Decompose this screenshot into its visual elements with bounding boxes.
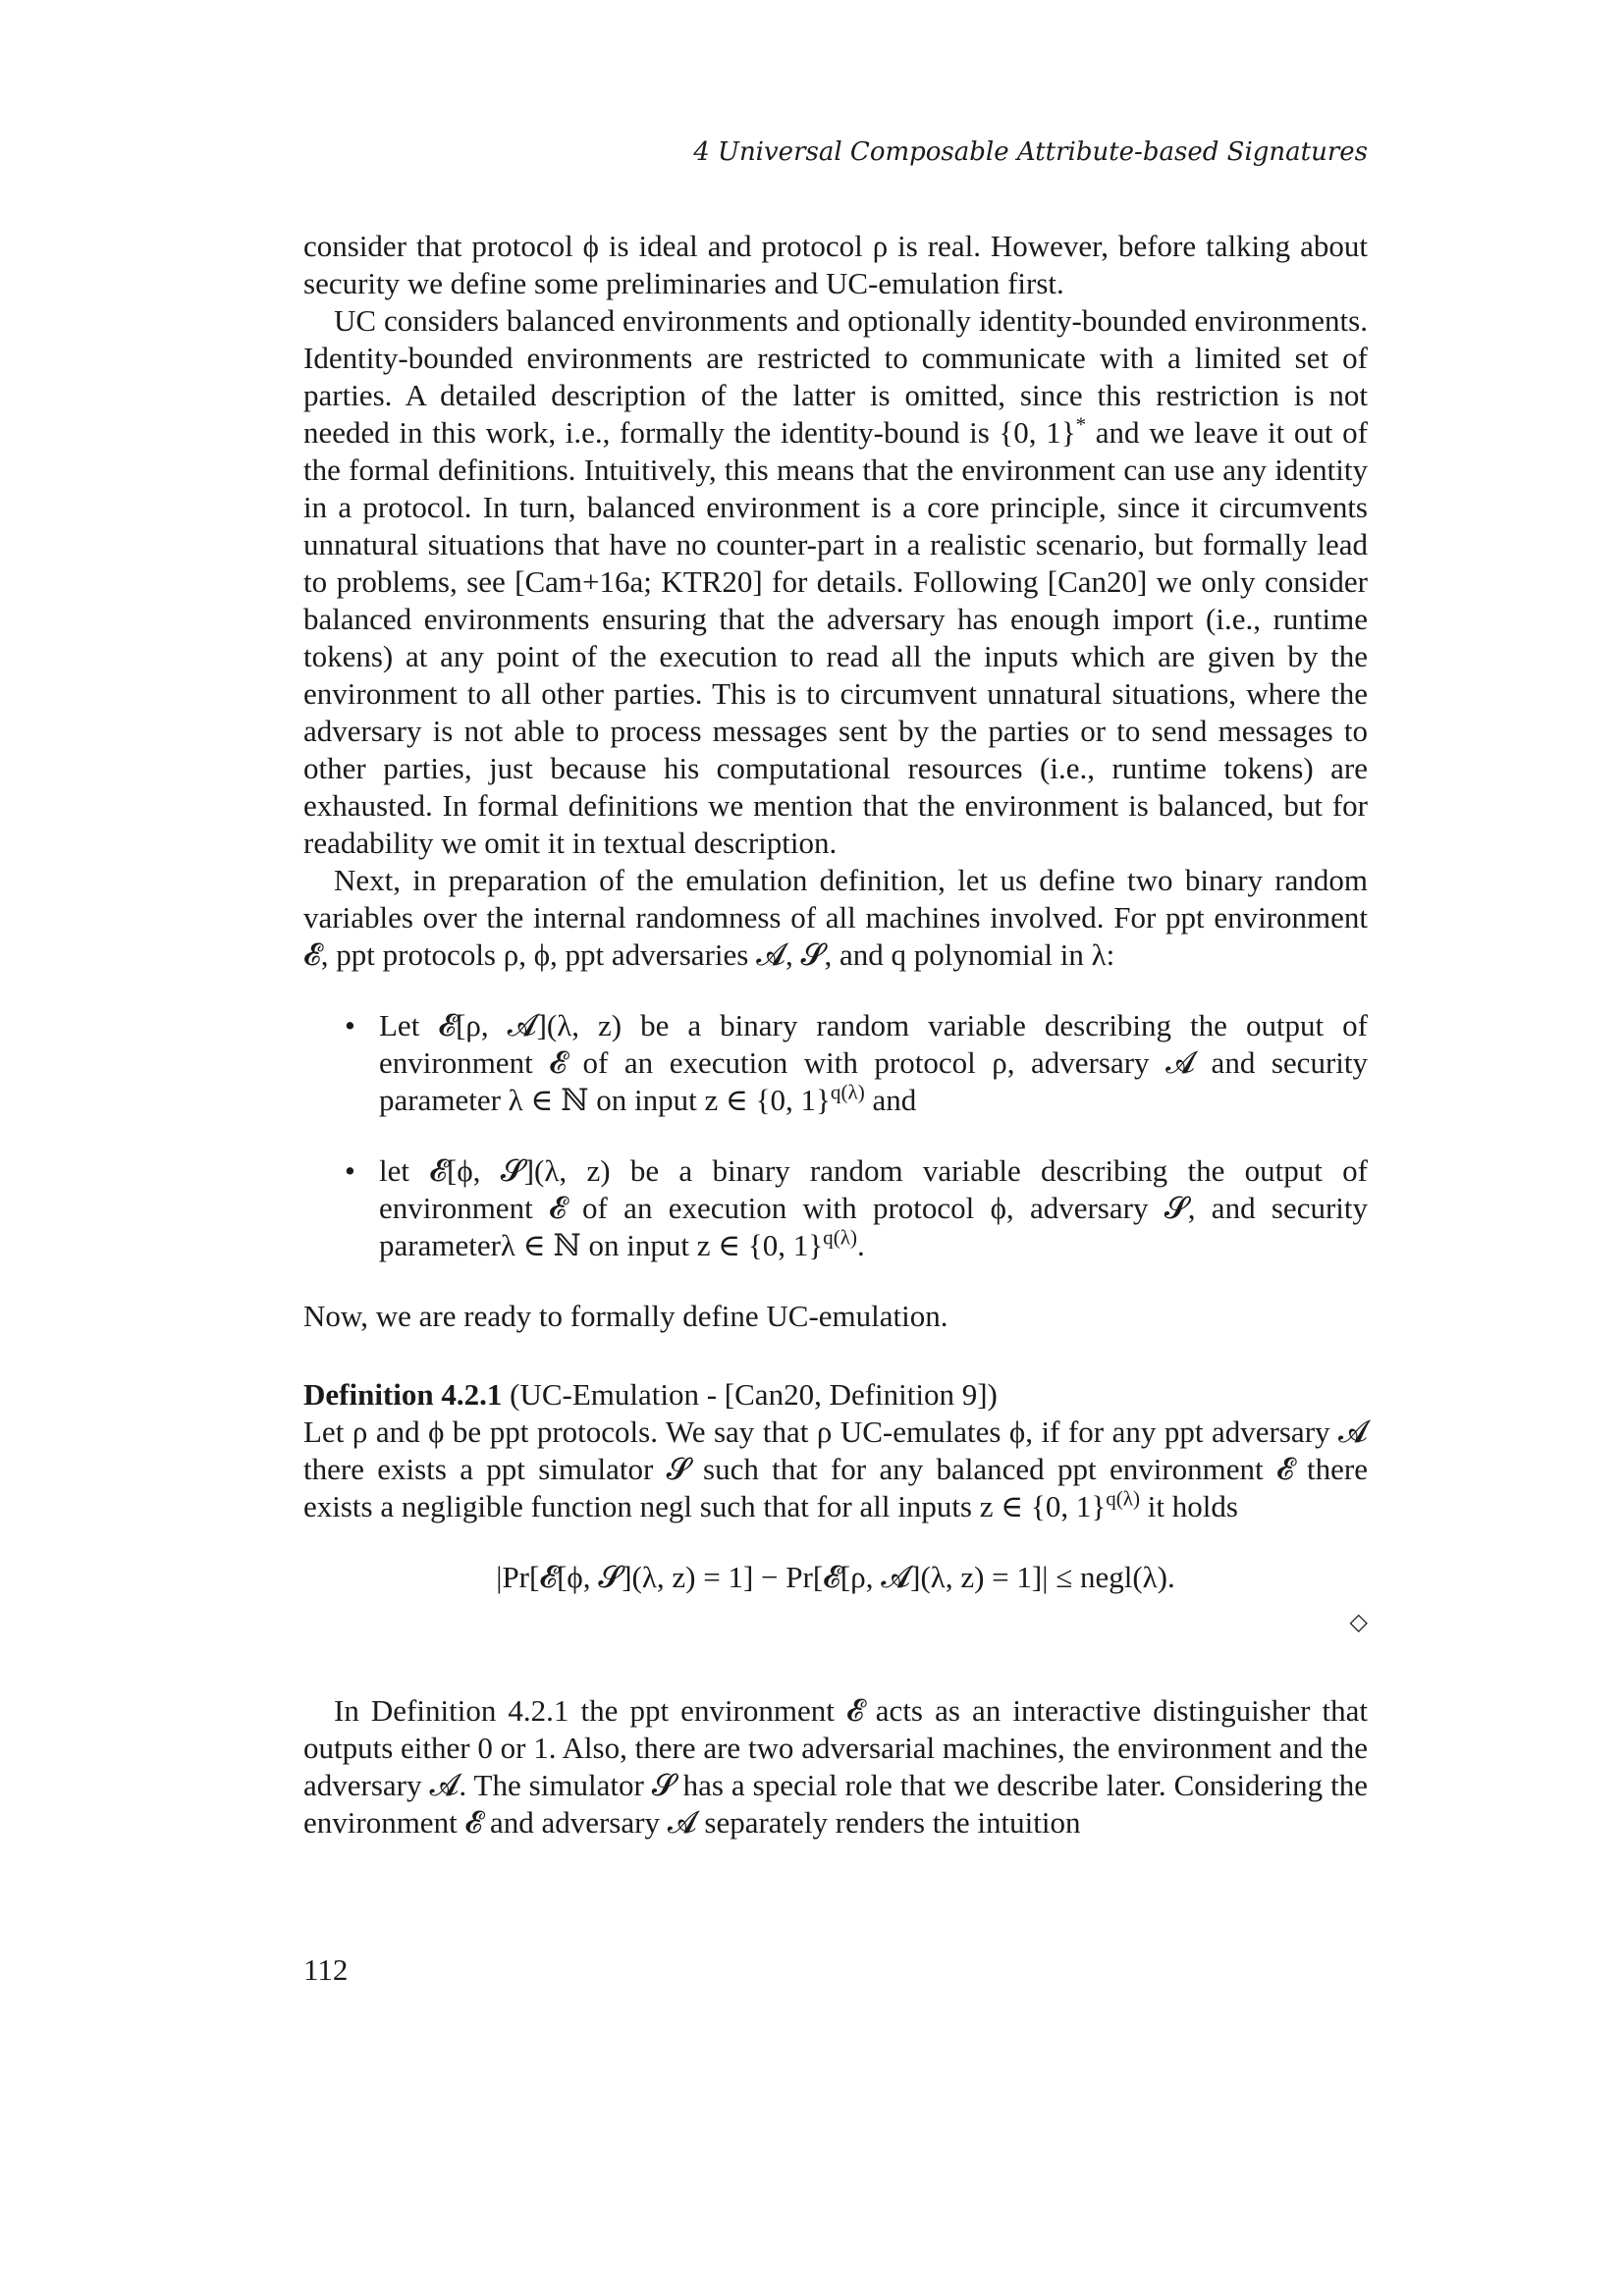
definition-label: Definition 4.2.1 <box>303 1377 503 1412</box>
definition-superscript: q(λ) <box>1106 1486 1141 1511</box>
bullet-1-tail: and <box>864 1083 917 1117</box>
definition-title: (UC-Emulation - [Can20, Definition 9]) <box>502 1377 998 1412</box>
bullet-2-text: let 𝓔[ϕ, 𝓢](λ, z) be a binary random variable describing the output of environment 𝓔 of an execution with protocol ϕ, adversary 𝓢, and security parameterλ ∈ ℕ on input z ∈ {0, 1} <box>379 1153 1368 1262</box>
running-head: 4 Universal Composable Attribute-based Signatures <box>693 137 1368 167</box>
bullet-1-text: Let 𝓔[ρ, 𝓐](λ, z) be a binary random variable describing the output of environment 𝓔 of an execution with protocol ρ, adversary 𝓐 and security parameter λ ∈ ℕ on input z ∈ {0, 1} <box>379 1008 1368 1117</box>
bullet-2-superscript: q(λ) <box>823 1225 857 1250</box>
bullet-2-tail: . <box>856 1228 865 1262</box>
definition-body-tail: it holds <box>1140 1489 1238 1523</box>
definition-body <box>303 1414 1368 1525</box>
display-equation: |Pr[𝓔[ϕ, 𝓢](λ, z) = 1] − Pr[𝓔[ρ, 𝓐](λ, z) = 1]| ≤ negl(λ). <box>496 1560 1175 1594</box>
kleene-star: * <box>1075 412 1087 437</box>
bullet-1-superscript: q(λ) <box>830 1080 865 1104</box>
paragraph-2-part-a: UC considers balanced environments and optionally identity-bounded environments. Identity-bounded environments are restricted to communicate with a limited set of parties. A detailed description of the latter is omitted, since this restriction is not needed in this work, i.e., formally the identity-bound is {0, 1} <box>303 303 1368 450</box>
definition-body-text: Let ρ and ϕ be ppt protocols. We say that ρ UC-emulates ϕ, if for any ppt adversary 𝓐 there exists a ppt simulator 𝓢 such that for any balanced ppt environment 𝓔 there exists a negligible function negl such that for all inputs z ∈ {0, 1} <box>303 1415 1368 1523</box>
page-number: 112 <box>303 1952 349 1987</box>
paragraph-1: consider that protocol ϕ is ideal and protocol ρ is real. However, before talking about security we define some preliminaries and UC-emulation first. <box>303 229 1368 300</box>
paragraph-5: In Definition 4.2.1 the ppt environment 𝓔 acts as an interactive distinguisher that outputs either 0 or 1. Also, there are two adversarial machines, the environment and the adversary 𝓐. The simulator 𝓢 has a special role that we describe later. Considering the environment 𝓔 and adversary 𝓐 separately renders the intuition <box>303 1693 1368 1840</box>
definition-block <box>303 1376 1368 1641</box>
bullet-dot-icon: • <box>345 1008 355 1042</box>
paragraph-2 <box>303 302 1368 862</box>
bullet-list <box>303 1007 1368 1264</box>
paragraph-4: Now, we are ready to formally define UC-emulation. <box>303 1299 948 1333</box>
page <box>303 0 1368 2296</box>
paragraph-3: Next, in preparation of the emulation definition, let us define two binary random variables over the internal randomness of all machines involved. For ppt environment 𝓔, ppt protocols ρ, ϕ, ppt adversaries 𝓐, 𝓢, and q polynomial in λ: <box>303 863 1368 972</box>
bullet-dot-icon: • <box>345 1153 355 1188</box>
body-text <box>303 228 1368 1842</box>
bullet-item-2 <box>303 1152 1368 1264</box>
definition-end-diamond-icon: ◇ <box>1349 1610 1368 1635</box>
definition-heading <box>303 1376 1368 1414</box>
bullet-item-1 <box>303 1007 1368 1119</box>
paragraph-2-part-b: and we leave it out of the formal definitions. Intuitively, this means that the environment can use any identity in a protocol. In turn, balanced environment is a core principle, since it circumvents unnatural situations that have no counter-part in a realistic scenario, but formally lead to problems, see [Cam+16a; KTR20] for details. Following [Can20] we only consider balanced environments ensuring that the adversary has enough import (i.e., runtime tokens) at any point of the execution to read all the inputs which are given by the environment to all other parties. This is to circumvent unnatural situations, where the adversary is not able to process messages sent by the parties or to send messages to other parties, just because his computational resources (i.e., runtime tokens) are exhausted. In formal definitions we mention that the environment is balanced, but for readability we omit it in textual description. <box>303 415 1368 860</box>
